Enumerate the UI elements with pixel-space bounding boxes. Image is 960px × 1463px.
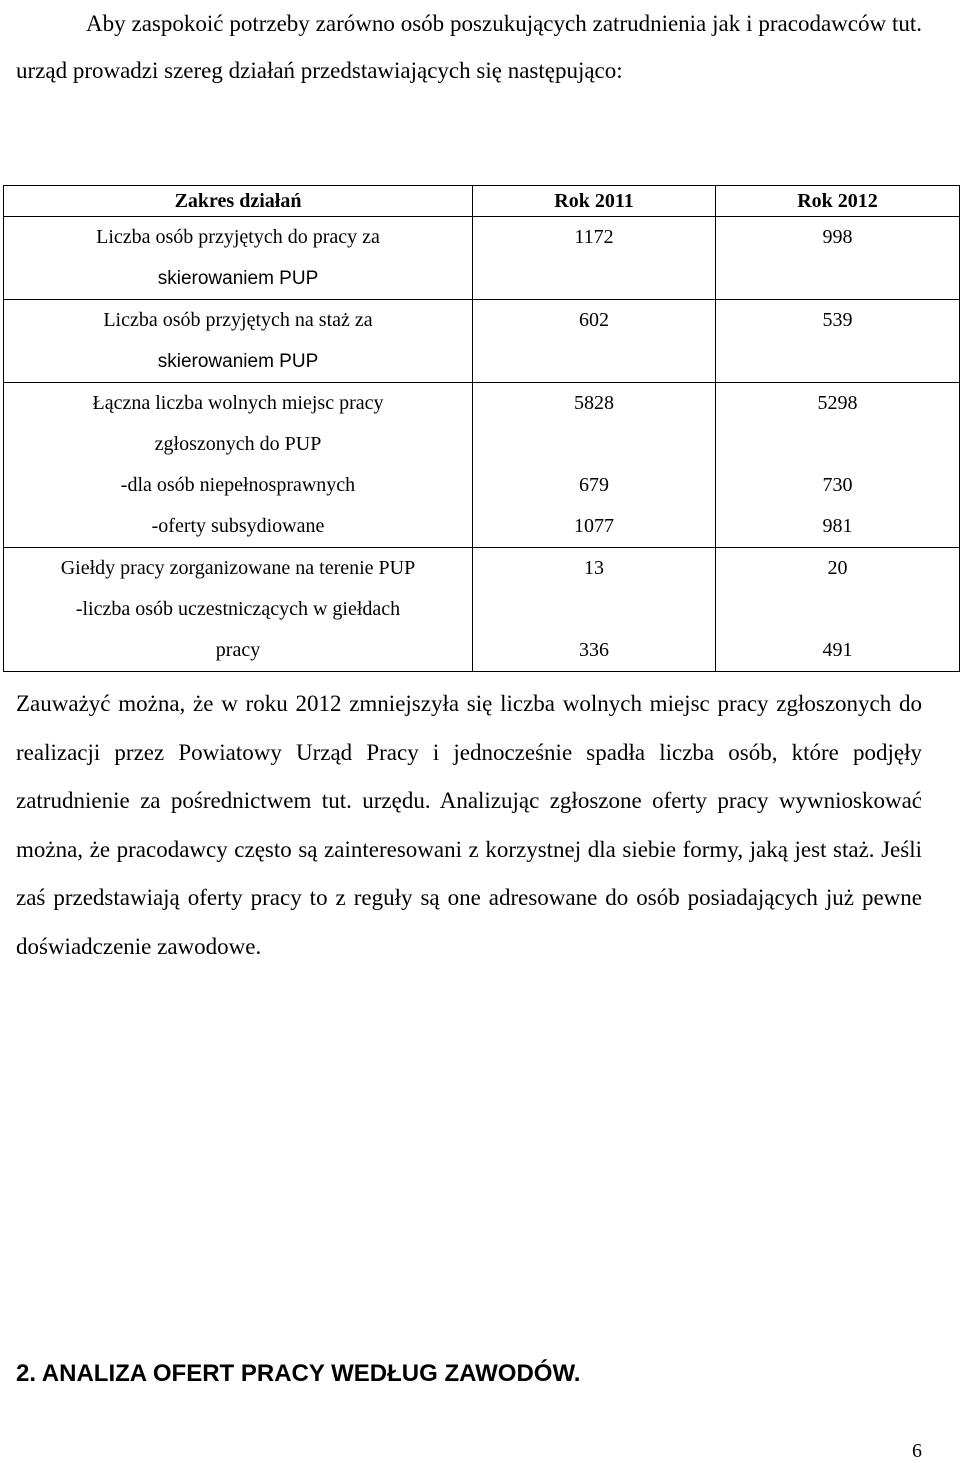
cell-2012 bbox=[716, 300, 960, 383]
header-year-2011: Rok 2011 bbox=[473, 186, 716, 217]
cell-value bbox=[716, 589, 959, 630]
cell-value: 336 bbox=[579, 639, 609, 661]
cell-value: 20 bbox=[827, 557, 848, 579]
row-label bbox=[4, 548, 473, 672]
cell-value: 998 bbox=[822, 226, 853, 248]
cell-value: 5828 bbox=[574, 392, 614, 414]
table-row bbox=[4, 300, 960, 383]
cell-value: 1077 bbox=[574, 515, 614, 537]
row-label bbox=[4, 217, 473, 300]
table-header-row bbox=[4, 186, 960, 217]
row-label-line: skierowaniem PUP bbox=[157, 268, 319, 289]
cell-value: 5298 bbox=[817, 392, 858, 414]
table-row bbox=[4, 217, 960, 300]
cell-value: 679 bbox=[579, 474, 609, 496]
cell-value: 730 bbox=[822, 474, 853, 496]
cell-2012 bbox=[716, 548, 960, 672]
header-year-2012: Rok 2012 bbox=[716, 186, 960, 217]
activities-table bbox=[3, 185, 960, 672]
header-scope: Zakres działań bbox=[4, 186, 473, 217]
row-label-line: -liczba osób uczestniczących w giełdach bbox=[75, 598, 401, 620]
cell-value: 602 bbox=[579, 309, 609, 331]
cell-2012 bbox=[716, 217, 960, 300]
cell-2011 bbox=[473, 217, 716, 300]
row-label-line: Giełdy pracy zorganizowane na terenie PUP bbox=[60, 557, 416, 579]
cell-value: 1172 bbox=[574, 226, 614, 248]
intro-text: Aby zaspokoić potrzeby zarówno osób poszukujących zatrudnienia jak i pracodawców tut. urząd prowadzi szereg działań przedstawiających się następująco: bbox=[16, 11, 922, 83]
row-label-line: Łączna liczba wolnych miejsc pracy bbox=[92, 392, 384, 414]
cell-value: 539 bbox=[822, 309, 853, 331]
intro-paragraph bbox=[16, 0, 922, 94]
cell-value bbox=[473, 424, 715, 465]
section-heading: 2. ANALIZA OFERT PRACY WEDŁUG ZAWODÓW. bbox=[16, 1360, 581, 1387]
cell-2012 bbox=[716, 383, 960, 548]
cell-value: 13 bbox=[584, 557, 604, 579]
table-row bbox=[4, 548, 960, 672]
row-label-line: zgłoszonych do PUP bbox=[154, 433, 322, 455]
row-label-line: skierowaniem PUP bbox=[157, 351, 319, 372]
analysis-paragraph: Zauważyć można, że w roku 2012 zmniejszyła się liczba wolnych miejsc pracy zgłoszonych do realizacji przez Powiatowy Urząd Pracy i jednocześnie spadła liczba osób, które podjęły zatrudnienie za pośrednictwem tut. urzędu. Analizując zgłoszone oferty pracy wywnioskować można, że pracodawcy często są zainteresowani z korzystnej dla siebie formy, jaką jest staż. Jeśli zaś przedstawiają oferty pracy to z reguły są one adresowane do osób posiadających już pewne doświadczenie zawodowe. bbox=[16, 691, 922, 959]
row-label-line: pracy bbox=[215, 639, 261, 661]
cell-2011 bbox=[473, 383, 716, 548]
row-label-line: Liczba osób przyjętych do pracy za bbox=[96, 226, 380, 248]
cell-value bbox=[716, 424, 959, 465]
page-number: 6 bbox=[912, 1440, 922, 1462]
row-label-line: Liczba osób przyjętych na staż za bbox=[103, 309, 373, 331]
cell-value: 491 bbox=[822, 639, 853, 661]
row-label-line: -dla osób niepełnosprawnych bbox=[120, 474, 356, 496]
cell-value: 981 bbox=[822, 515, 853, 537]
row-label bbox=[4, 383, 473, 548]
cell-2011 bbox=[473, 300, 716, 383]
row-label-line: -oferty subsydiowane bbox=[151, 515, 325, 537]
cell-value bbox=[473, 589, 715, 630]
cell-2011 bbox=[473, 548, 716, 672]
table-row bbox=[4, 383, 960, 548]
row-label bbox=[4, 300, 473, 383]
